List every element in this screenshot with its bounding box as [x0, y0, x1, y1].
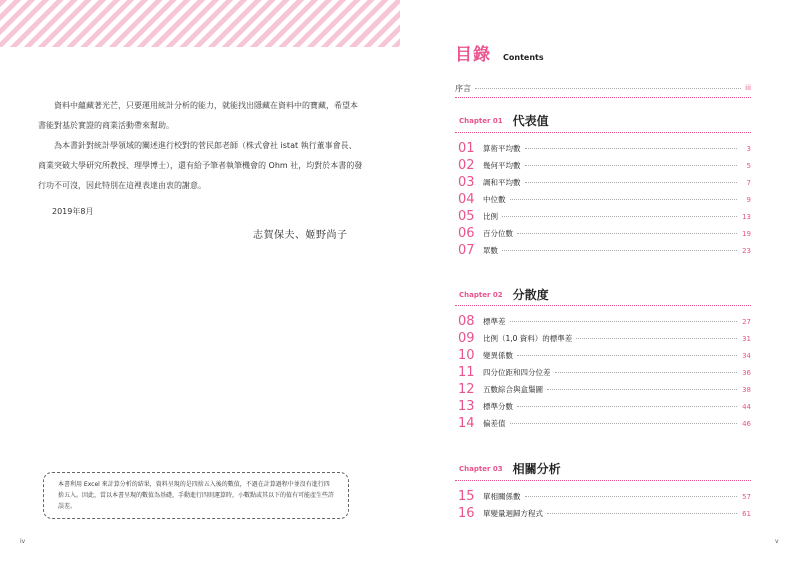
leader-dots — [475, 88, 741, 89]
entry-number: 12 — [458, 382, 475, 397]
leader-dots — [517, 233, 737, 234]
chapter-03-divider — [455, 480, 751, 481]
toc-entry[interactable] — [458, 364, 751, 381]
leader-dots — [555, 372, 738, 373]
leader-dots — [525, 182, 738, 183]
leader-dots — [547, 513, 737, 514]
entry-title: 單相關係數 — [483, 492, 521, 501]
entry-number: 13 — [458, 399, 475, 414]
leader-dots — [502, 216, 737, 217]
toc-entry[interactable] — [458, 398, 751, 415]
chapter-02-divider — [455, 305, 751, 306]
toc-entry[interactable] — [458, 330, 751, 347]
entry-title: 百分位數 — [483, 229, 513, 238]
leader-dots — [517, 406, 737, 407]
entry-number: 15 — [458, 489, 475, 504]
entry-page: 9 — [746, 195, 751, 204]
entry-page: 36 — [742, 368, 751, 377]
entry-page: 27 — [742, 317, 751, 326]
toc-entry[interactable] — [458, 415, 751, 432]
chapter-02-heading — [459, 286, 549, 303]
entry-title: 標準差 — [483, 317, 506, 326]
entry-title: 幾何平均數 — [483, 161, 521, 170]
preface-date: 2019年8月 — [52, 207, 94, 216]
entry-page: 3 — [746, 144, 751, 153]
entry-number: 14 — [458, 416, 475, 431]
entry-number: 08 — [458, 314, 475, 329]
entry-title: 變異係數 — [483, 351, 513, 360]
preface-paragraph-2: 為本書針對統計學領域的闡述進行校對的菅民郎老師（株式會社 istat 執行董事會長、商業突破大學研究所教授、理學博士），還有給予筆者執筆機會的 Ohm 社，均對於本書的發行功不可沒，因此特別在這裡表達由衷的謝意。 — [38, 141, 363, 190]
entry-page: 23 — [742, 246, 751, 255]
toc-entry[interactable] — [458, 242, 751, 259]
leader-dots — [517, 355, 737, 356]
chapter-label: Chapter 02 — [459, 290, 503, 299]
preface-authors: 志賀保夫、姬野尚子 — [253, 230, 348, 241]
entry-title: 比例（1,0 資料）的標準差 — [483, 334, 573, 343]
entry-number: 16 — [458, 506, 475, 521]
toc-entry[interactable] — [458, 157, 751, 174]
entry-page: 46 — [742, 419, 751, 428]
entry-page: 57 — [742, 492, 751, 501]
toc-preface-entry[interactable] — [455, 80, 751, 96]
leader-dots — [547, 389, 737, 390]
entry-title: 中位數 — [483, 195, 506, 204]
entry-number: 05 — [458, 209, 475, 224]
entry-number: 06 — [458, 226, 475, 241]
chapter-01-divider — [455, 132, 751, 133]
toc-entry[interactable] — [458, 225, 751, 242]
chapter-label: Chapter 03 — [459, 464, 503, 473]
entry-number: 02 — [458, 158, 475, 173]
left-page-number: iv — [20, 538, 26, 545]
chapter-03-heading — [459, 460, 561, 477]
entry-number: 07 — [458, 243, 475, 258]
toc-entry[interactable] — [458, 347, 751, 364]
toc-entry[interactable] — [458, 191, 751, 208]
toc-preface-label: 序言 — [455, 83, 471, 93]
entry-page: 44 — [742, 402, 751, 411]
right-page-number: v — [775, 538, 779, 545]
toc-entry[interactable] — [458, 381, 751, 398]
leader-dots — [510, 199, 738, 200]
entry-title: 偏差值 — [483, 419, 506, 428]
entry-title: 算術平均數 — [483, 144, 521, 153]
entry-number: 01 — [458, 141, 475, 156]
chapter-01-entries — [458, 140, 751, 259]
leader-dots — [510, 321, 738, 322]
toc-header — [455, 40, 544, 65]
preface-paragraph-1: 資料中蘊藏著光芒，只要運用統計分析的能力，就能找出隱藏在資料中的寶藏，希望本書能對基於實證的商業活動帶來幫助。 — [38, 101, 358, 130]
entry-number: 11 — [458, 365, 475, 380]
entry-title: 五數綜合與盒鬚圖 — [483, 385, 543, 394]
entry-page: 5 — [746, 161, 751, 170]
entry-page: 31 — [742, 334, 751, 343]
entry-title: 調和平均數 — [483, 178, 521, 187]
toc-title: 目錄 — [455, 45, 491, 65]
chapter-03-entries — [458, 488, 751, 522]
entry-page: 34 — [742, 351, 751, 360]
entry-page: 61 — [742, 509, 751, 518]
entry-page: 13 — [742, 212, 751, 221]
toc-entry[interactable] — [458, 208, 751, 225]
entry-title: 四分位距和四分位差 — [483, 368, 551, 377]
entry-title: 標準分數 — [483, 402, 513, 411]
entry-page: 19 — [742, 229, 751, 238]
preface-divider — [455, 97, 751, 98]
calculation-note-text: 本書利用 Excel 來計算分析的結果，資料呈現的是四捨五入後的數值，不過在計算過程中並沒有進行四捨五入。因此，當以本書呈現的數值為基礎，手動進行四則運算時，小數點或其以下的值有可能產生些許誤差。 — [58, 481, 335, 510]
leader-dots — [525, 148, 738, 149]
toc-preface-page: iii — [745, 84, 751, 92]
entry-title: 單變量迴歸方程式 — [483, 509, 543, 518]
leader-dots — [525, 496, 738, 497]
chapter-title: 相關分析 — [512, 462, 561, 476]
chapter-01-heading — [459, 112, 549, 129]
toc-title-en: Contents — [503, 53, 544, 62]
leader-dots — [510, 423, 738, 424]
entry-number: 04 — [458, 192, 475, 207]
entry-title: 比例 — [483, 212, 498, 221]
calculation-note-box — [43, 472, 349, 519]
leader-dots — [525, 165, 738, 166]
toc-entry[interactable] — [458, 140, 751, 157]
entry-title: 眾數 — [483, 246, 498, 255]
preface-text — [38, 96, 363, 196]
leader-dots — [502, 250, 737, 251]
chapter-label: Chapter 01 — [459, 116, 503, 125]
chapter-title: 代表值 — [512, 114, 549, 128]
toc-entry[interactable] — [458, 505, 751, 522]
entry-number: 09 — [458, 331, 475, 346]
entry-page: 38 — [742, 385, 751, 394]
entry-number: 10 — [458, 348, 475, 363]
toc-entry[interactable] — [458, 174, 751, 191]
toc-entry[interactable] — [458, 313, 751, 330]
chapter-02-entries — [458, 313, 751, 432]
entry-page: 7 — [746, 178, 751, 187]
chapter-title: 分散度 — [512, 288, 549, 302]
entry-number: 03 — [458, 175, 475, 190]
toc-entry[interactable] — [458, 488, 751, 505]
decorative-stripe-band — [0, 0, 400, 47]
leader-dots — [576, 338, 737, 339]
